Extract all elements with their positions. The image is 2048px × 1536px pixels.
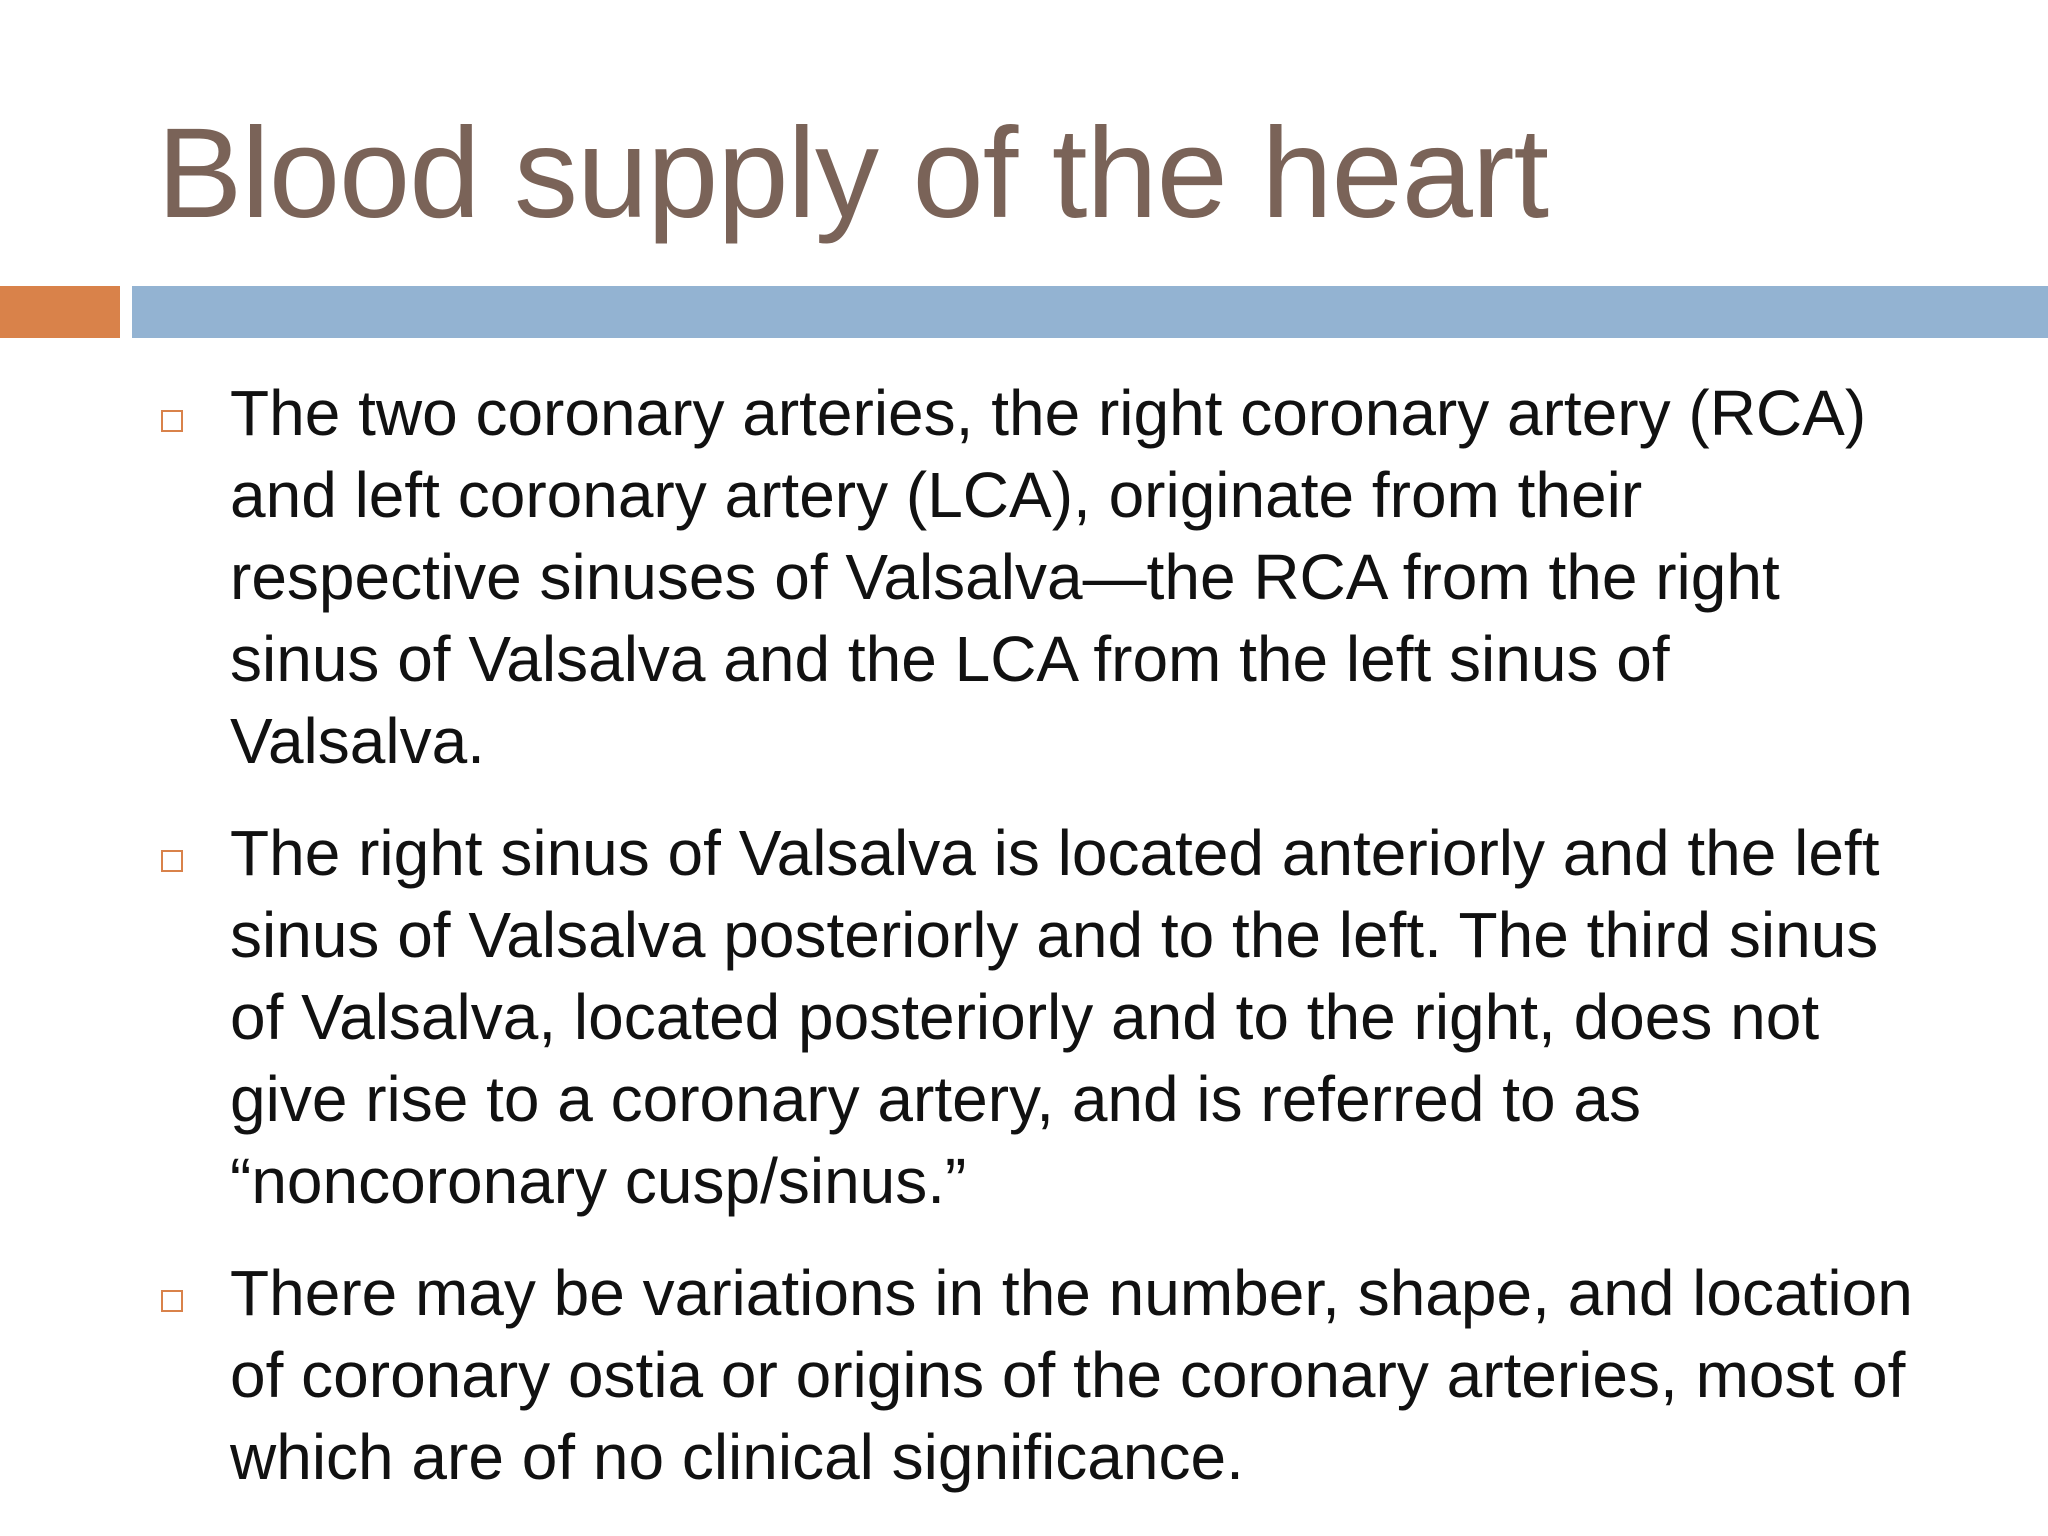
hollow-square-icon <box>161 1290 183 1312</box>
bullet-text: The right sinus of Valsalva is located anteriorly and the left sinus of Valsalva posteriorly and to the left. The third sinus of Valsalva, located posteriorly and to the right, does not give rise to a coronary artery, and is referred to as “noncoronary cusp/sinus.” <box>230 817 1880 1217</box>
bullet-list <box>0 372 2048 1528</box>
title-divider-bar <box>132 286 2048 338</box>
slide-title: Blood supply of the heart <box>157 102 1549 245</box>
bullet-item <box>0 1252 2048 1498</box>
bullet-text: There may be variations in the number, shape, and location of coronary ostia or origins of the coronary arteries, most of which are of no clinical significance. <box>230 1257 1913 1493</box>
bullet-item <box>0 372 2048 782</box>
hollow-square-icon <box>161 850 183 872</box>
bullet-text: The two coronary arteries, the right coronary artery (RCA) and left coronary artery (LCA), originate from their respective sinuses of Valsalva—the RCA from the right sinus of Valsalva and the LCA from the left sinus of Valsalva. <box>230 377 1867 777</box>
bullet-item <box>0 812 2048 1222</box>
hollow-square-icon <box>161 410 183 432</box>
title-accent-bar <box>0 286 120 338</box>
